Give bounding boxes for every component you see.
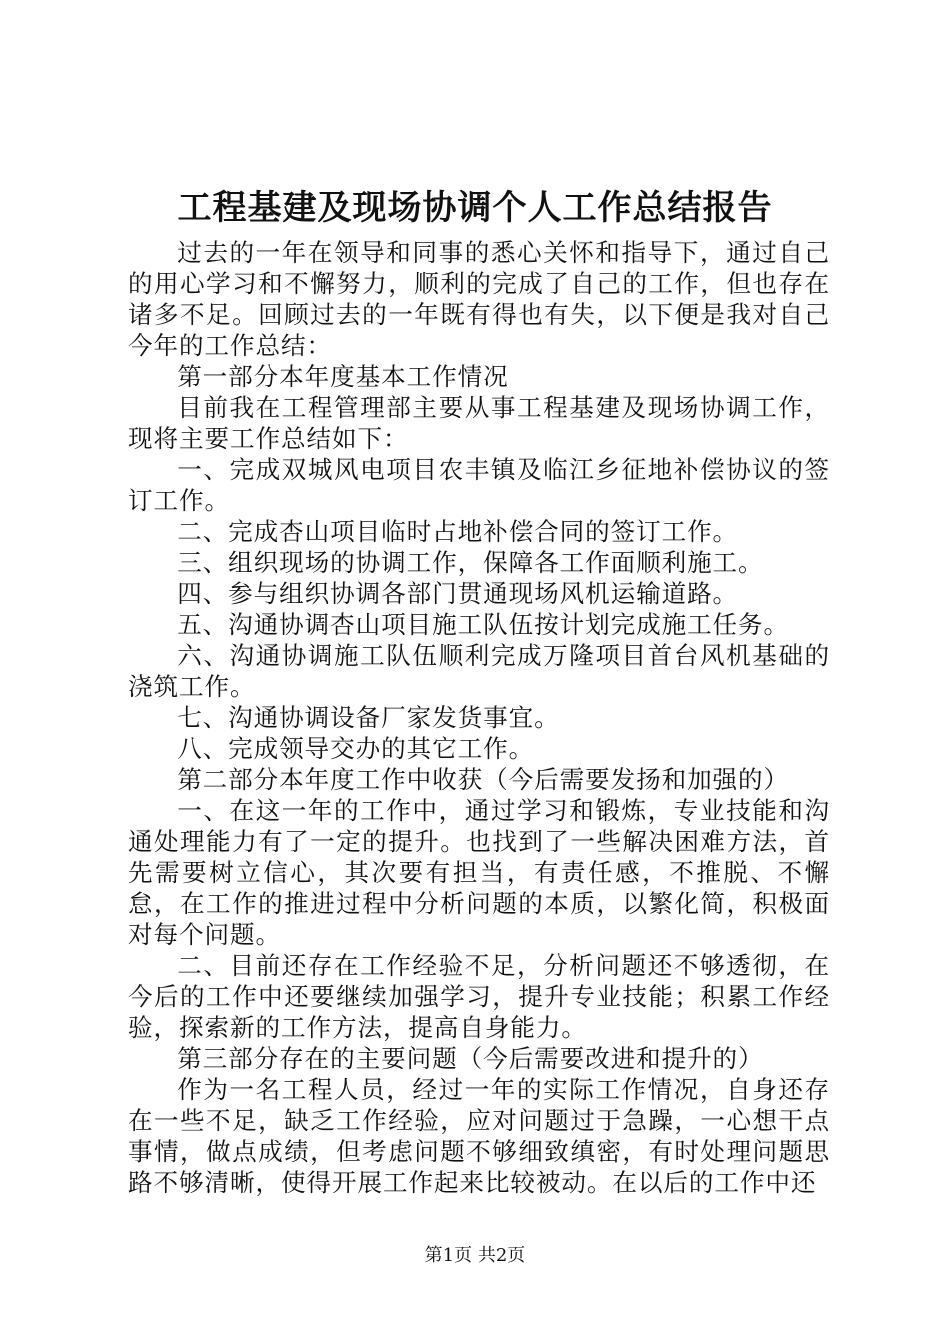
paragraph-gains-1: 一、在这一年的工作中，通过学习和锻炼，专业技能和沟通处理能力有了一定的提升。也找到了一些解决困难方法，首先需要树立信心，其次要有担当，有责任感，不推脱、不懈怠，在工作的推进过程中分析问题的本质，以繁化简，积极面对每个问题。 (128, 796, 830, 949)
list-item-work-3: 三、组织现场的协调工作，保障各工作面顺利施工。 (177, 548, 764, 577)
page-number-footer: 第1页 共2页 (424, 1245, 526, 1266)
list-item-work-6: 六、沟通协调施工队伍顺利完成万隆项目首台风机基础的浇筑工作。 (128, 641, 830, 701)
paragraph-gains-2: 二、目前还存在工作经验不足，分析问题还不够透彻，在今后的工作中还要继续加强学习，提升专业技能；积累工作经验，探索新的工作方法，提高自身能力。 (128, 951, 830, 1042)
list-item-work-1: 一、完成双城风电项目农丰镇及临江乡征地补偿协议的签订工作。 (128, 455, 830, 515)
section-heading-part-one: 第一部分本年度基本工作情况 (177, 362, 509, 391)
document-title: 工程基建及现场协调个人工作总结报告 (177, 188, 773, 228)
list-item-work-2: 二、完成杏山项目临时占地补偿合同的签订工作。 (177, 517, 739, 546)
list-item-work-5: 五、沟通协调杏山项目施工队伍按计划完成施工任务。 (177, 610, 790, 639)
section-heading-part-two: 第二部分本年度工作中收获（今后需要发扬和加强的） (177, 765, 790, 794)
paragraph-work-overview: 目前我在工程管理部主要从事工程基建及现场协调工作，现将主要工作总结如下： (128, 393, 830, 453)
paragraph-intro: 过去的一年在领导和同事的悉心关怀和指导下，通过自己的用心学习和不懈努力，顺利的完成了自己的工作，但也存在诸多不足。回顾过去的一年既有得也有失，以下便是我对自己今年的工作总结： (128, 238, 830, 360)
list-item-work-4: 四、参与组织协调各部门贯通现场风机运输道路。 (177, 579, 739, 608)
list-item-work-8: 八、完成领导交办的其它工作。 (177, 734, 535, 763)
paragraph-problems: 作为一名工程人员，经过一年的实际工作情况，自身还存在一些不足，缺乏工作经验，应对问题过于急躁，一心想干点事情，做点成绩，但考虑问题不够细致缜密，有时处理问题思路不够清晰，使得开展工作起来比较被动。在以后的工作中还 (128, 1075, 830, 1197)
list-item-work-7: 七、沟通协调设备厂家发货事宜。 (177, 703, 560, 732)
document-body (128, 237, 830, 1198)
section-heading-part-three: 第三部分存在的主要问题（今后需要改进和提升的） (177, 1044, 764, 1073)
